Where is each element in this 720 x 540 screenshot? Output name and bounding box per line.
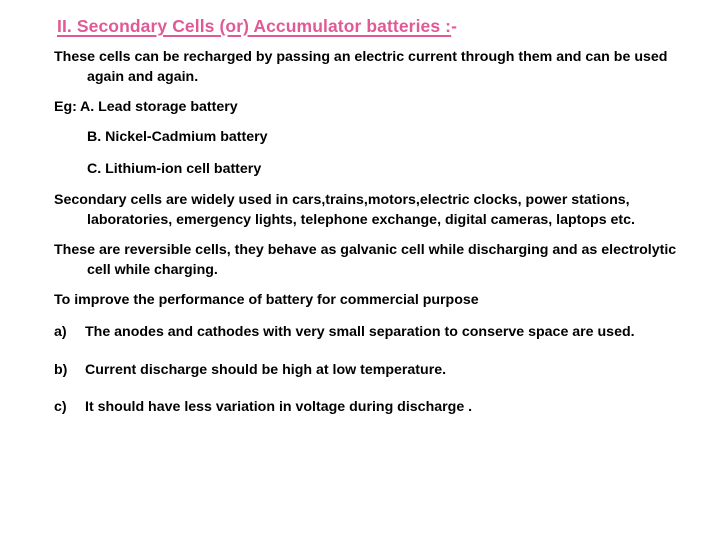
paragraph-improve-heading [54,290,688,310]
paragraph-reversible-line2: electrolytic cell while charging. [87,241,677,279]
paragraph-example-b [54,127,688,147]
paragraph-reversible-line1: These are reversible cells, they behave as galvanic cell while discharging and as [54,241,598,258]
paragraph-example-a [54,97,688,117]
example-item-b: B. Nickel-Cadmium battery [87,129,268,146]
slide-title-tail-dash: - [451,16,458,36]
paragraph-uses [54,190,688,230]
paragraph-example-c [54,159,688,179]
list-item [54,322,688,342]
list-item-marker: b) [54,361,68,378]
slide-title [57,16,688,38]
list-item [54,397,688,417]
paragraph-reversible [54,240,688,280]
list-item-marker: a) [54,324,67,341]
list-item-text: The anodes and cathodes with very small separation to conserve space are used. [85,324,635,341]
slide-content-body [54,16,688,434]
example-label: Eg: [54,99,77,116]
list-item [54,360,688,380]
improve-heading-text: To improve the performance of battery for commercial purpose [54,292,479,309]
paragraph-uses-line2: laboratories, emergency lights, telephone exchange, digital cameras, laptops etc. [87,211,635,228]
paragraph-intro-line1: These cells can be recharged by passing an electric current through them and can be [54,48,631,65]
paragraph-intro [54,47,688,87]
slide-title-underlined-text: II. Secondary Cells (or) Accumulator batteries : [57,16,452,36]
example-item-a: A. Lead storage battery [80,99,238,116]
list-item-text: It should have less variation in voltage during discharge . [85,398,473,415]
list-item-text: Current discharge should be high at low temperature. [85,361,447,378]
paragraph-intro-line2: used again and again. [87,48,668,86]
example-item-c: C. Lithium-ion cell battery [87,160,262,177]
list-item-marker: c) [54,398,67,415]
paragraph-uses-line1: Secondary cells are widely used in cars,trains,motors,electric clocks, power stations, [54,191,630,208]
